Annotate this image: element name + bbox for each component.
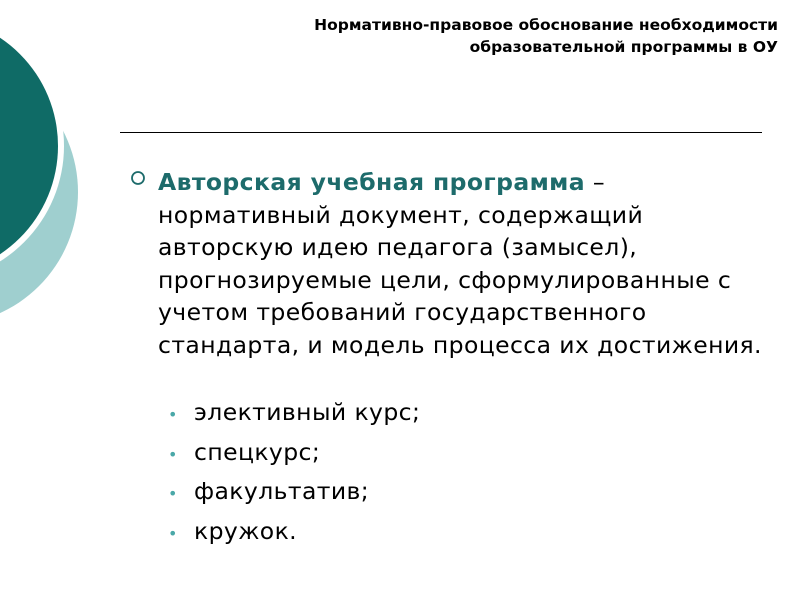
small-dot-icon: • — [168, 484, 178, 503]
small-dot-icon: • — [168, 444, 178, 464]
list-item — [168, 517, 420, 557]
definition-paragraph — [158, 166, 768, 361]
list-item-label: факультатив; — [194, 477, 370, 505]
small-dot-icon: • — [168, 405, 178, 424]
page-title — [218, 14, 778, 58]
definition-text: – нормативный документ, содержащий авторскую идею педагога (замысел), прогнозируемые цели, сформулированные с учетом требований государственного стандарта, и модель процесса их достижения. — [158, 168, 762, 359]
list-item — [168, 438, 420, 478]
list-item — [168, 477, 420, 517]
list-item — [168, 398, 420, 438]
title-line-1: Нормативно-правовое обоснование необходимости — [314, 16, 778, 34]
program-types-list — [168, 398, 420, 556]
small-dot-icon: • — [168, 523, 178, 543]
term-label: Авторская учебная программа — [158, 168, 586, 196]
title-line-2: образовательной программы в ОУ — [469, 38, 778, 56]
list-item-label: спецкурс; — [194, 437, 321, 466]
hollow-circle-icon — [128, 168, 148, 188]
list-item-label: кружок. — [194, 516, 298, 545]
list-item-label: элективный курс; — [194, 398, 421, 426]
title-divider — [120, 132, 762, 133]
